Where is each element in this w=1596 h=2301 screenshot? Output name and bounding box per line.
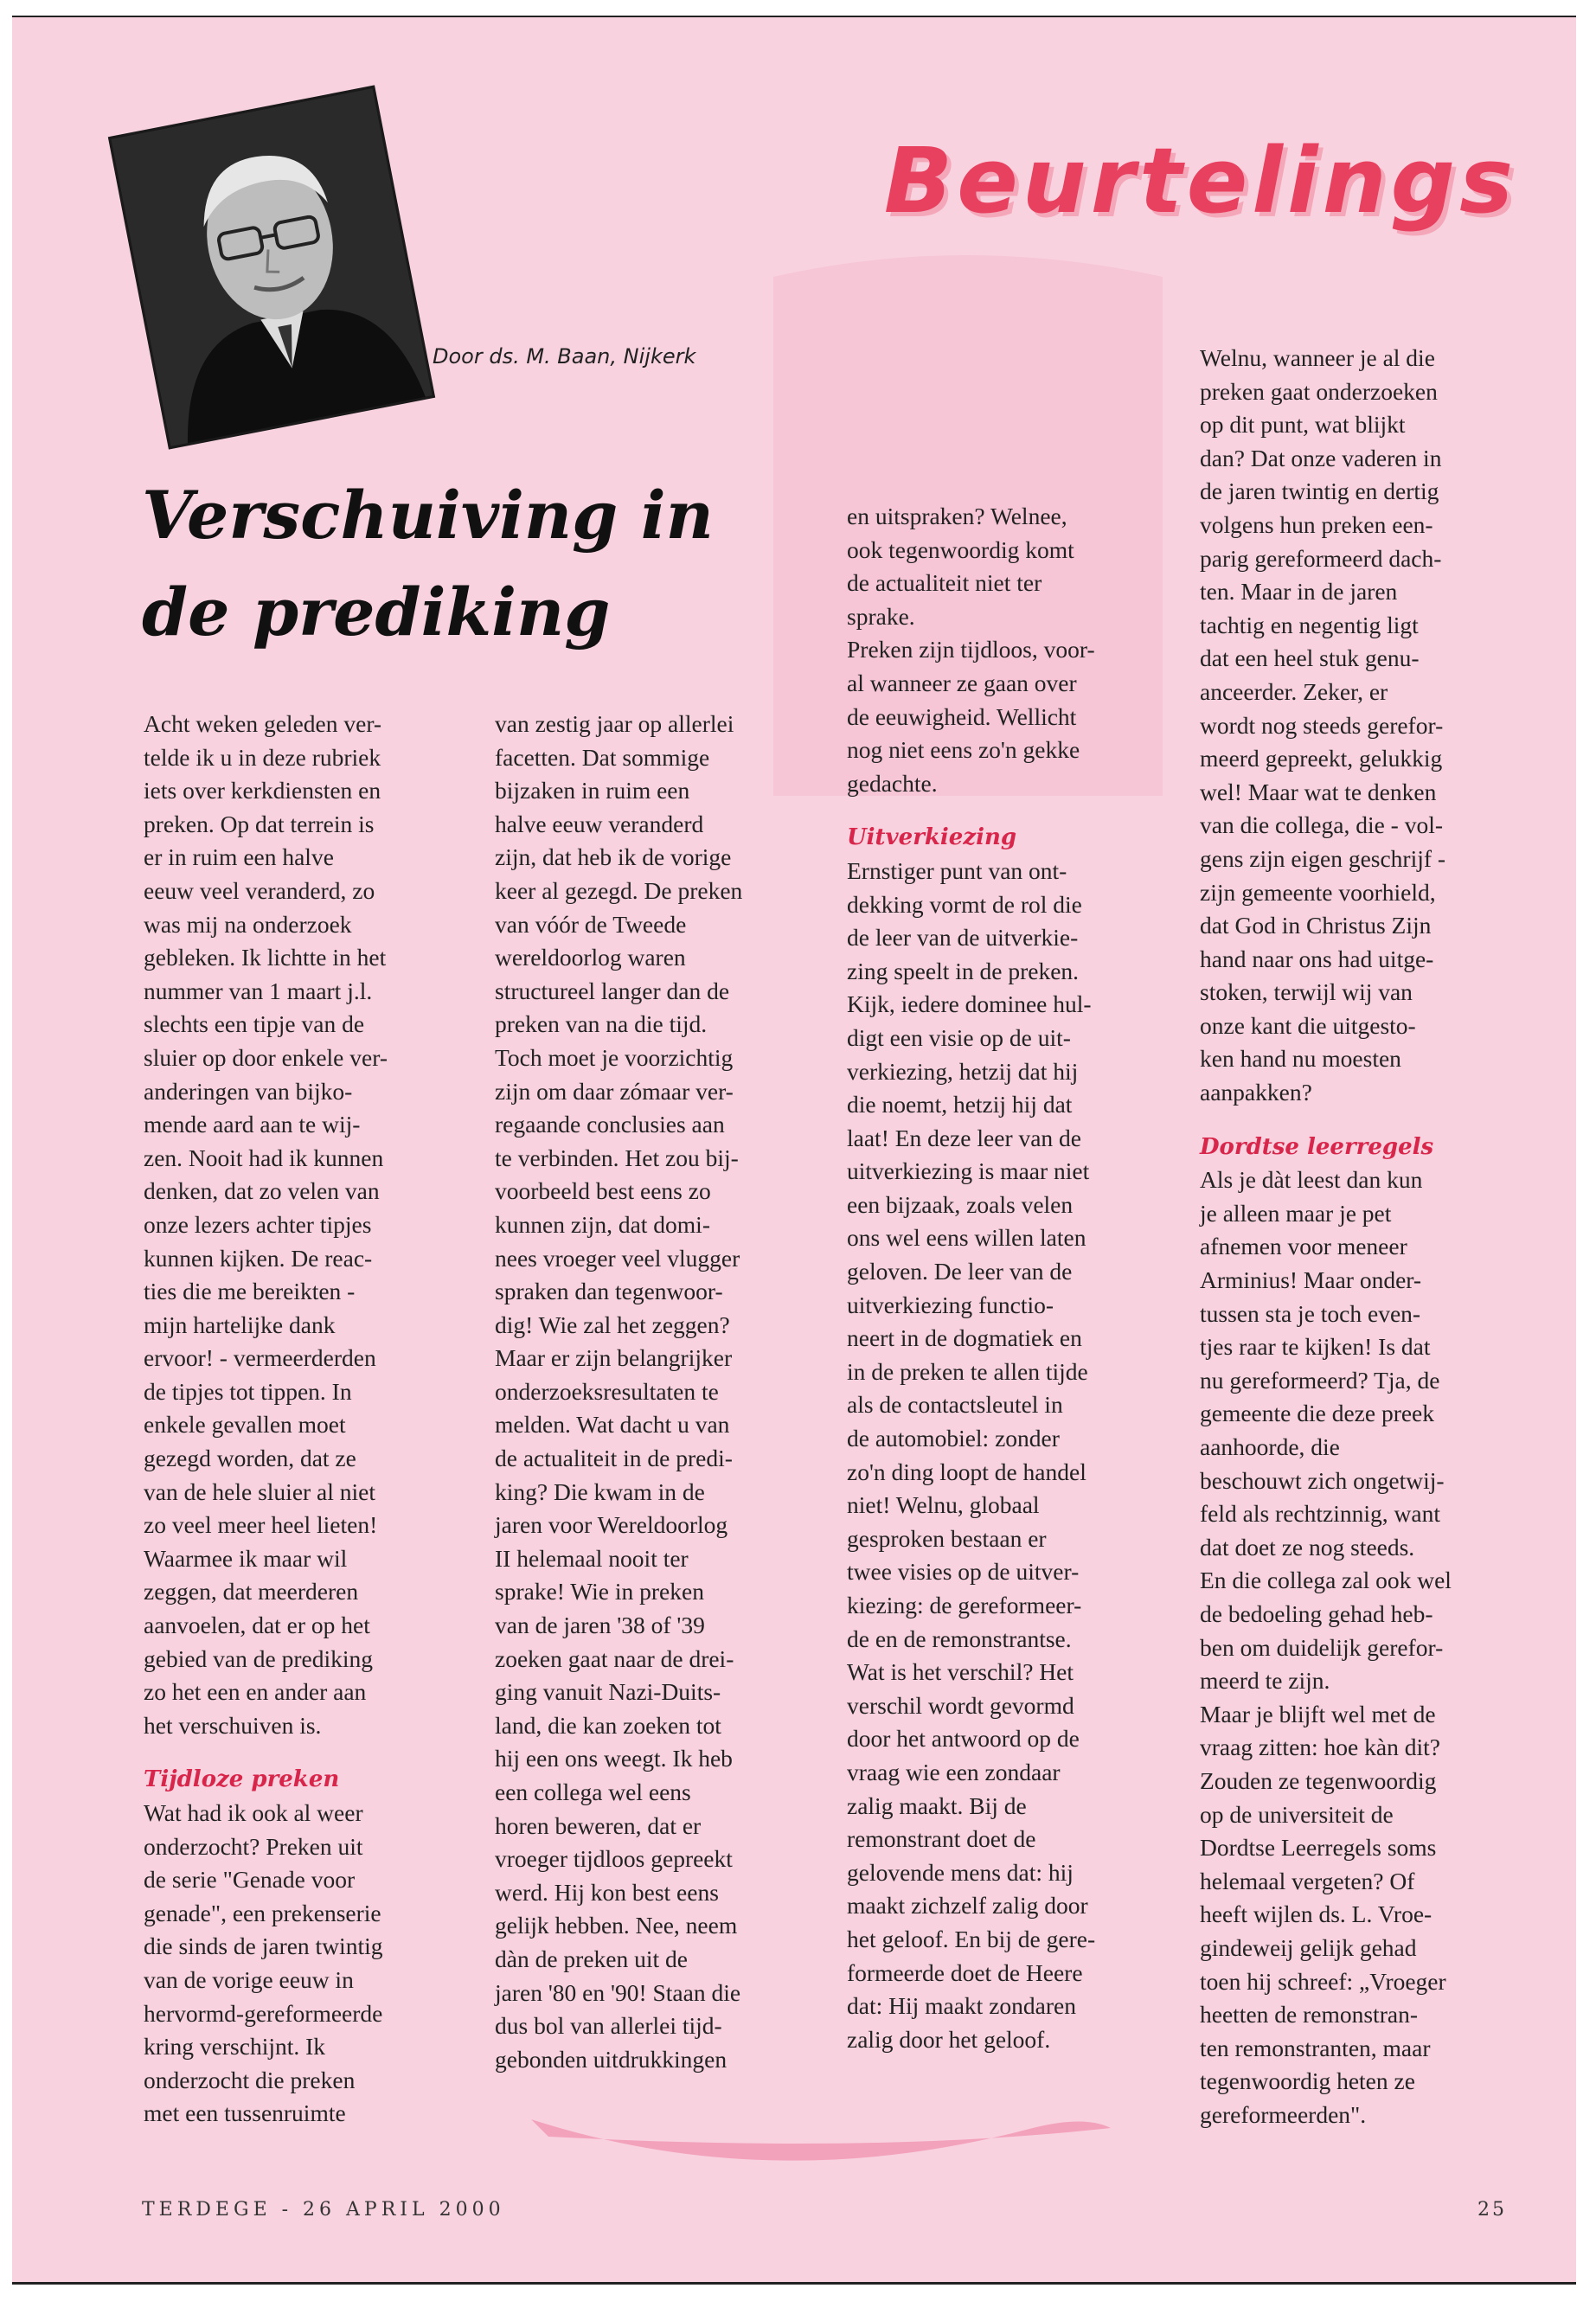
text-line: uitverkiezing is maar niet [847,1157,1090,1185]
text-line: de en de remonstrantse. [847,1625,1072,1652]
text-line: anceerder. Zeker, er [1200,677,1388,705]
decorative-brush-stroke [531,2119,1111,2161]
text-line: wordt nog steeds gerefor- [1200,711,1444,739]
text-line: neert in de dogmatiek en [847,1324,1082,1352]
text-line: zijn gemeente voorhield, [1200,878,1436,906]
text-line: denken, dat zo velen van [144,1177,380,1205]
text-line: Waarmee ik maar wil [144,1544,348,1572]
text-line: mende aard aan te wij- [144,1111,361,1138]
text-line: Als je dàt leest dan kun [1200,1166,1423,1194]
text-line: heeft wijlen ds. L. Vroe- [1200,1900,1433,1928]
article-column-4 [1200,342,1452,2131]
text-line: was mij na onderzoek [144,910,352,938]
text-line: door het antwoord op de [847,1725,1080,1753]
paragraph-gap [847,800,1095,821]
text-line: Maar je blijft wel met de [1200,1700,1436,1727]
text-line: sluier op door enkele ver- [144,1043,388,1071]
text-line: de eeuwigheid. Wellicht [847,702,1077,730]
text-line: mijn hartelijke dank [144,1311,336,1338]
text-line: kiezing: de gereformeer- [847,1592,1082,1618]
text-line: de tipjes tot tippen. In [144,1377,352,1405]
text-line: dat een heel stuk genu- [1200,644,1420,672]
text-line: melden. Wat dacht u van [495,1411,730,1439]
text-line: feld als rechtzinnig, want [1200,1500,1440,1528]
subheading: Dordtse leerregels [1200,1133,1434,1160]
text-line: dàn de preken uit de [495,1945,688,1972]
text-line: verkiezing, hetzij dat hij [847,1057,1079,1085]
text-line: en uitspraken? Welnee, [847,503,1067,529]
text-line: remonstrant doet de [847,1825,1036,1853]
text-line: aanhoorde, die [1200,1433,1340,1460]
text-line: er in ruim een halve [144,843,334,871]
text-line: zing speelt in de preken. [847,957,1080,984]
text-line: Wat is het verschil? Het [847,1658,1074,1686]
text-line: facetten. Dat sommige [495,743,710,771]
text-line: volgens hun preken een- [1200,510,1433,538]
article-column-2 [495,708,742,2076]
text-line: iets over kerkdiensten en [144,777,381,804]
text-line: ben om duidelijk gerefor- [1200,1633,1444,1661]
text-line: zalig maakt. Bij de [847,1791,1027,1819]
text-line: gebonden uitdrukkingen [495,2045,727,2073]
text-line: in de preken te allen tijde [847,1357,1088,1385]
text-line: gemeente die deze preek [1200,1400,1435,1427]
text-line: dat God in Christus Zijn [1200,912,1432,939]
text-line: al wanneer ze gaan over [847,669,1077,696]
text-line: op dit punt, wat blijkt [1200,411,1406,439]
text-line: dig! Wie zal het zeggen? [495,1311,730,1338]
text-line: preken gaat onderzoeken [1200,377,1438,405]
headline-line-2: de prediking [142,574,611,651]
text-line: nees vroeger veel vlugger [495,1244,740,1272]
text-line: telde ik u in deze rubriek [144,743,381,771]
text-line: tegenwoordig heten ze [1200,2067,1415,2095]
page-number: 25 [1477,2199,1507,2221]
text-line: land, die kan zoeken tot [495,1711,721,1739]
text-line: aanpakken? [1200,1079,1312,1106]
text-line: Wat had ik ook al weer [144,1799,363,1826]
text-line: de actualiteit niet ter [847,569,1042,597]
text-line: ging vanuit Nazi-Duits- [495,1678,721,1706]
text-line: nog niet eens zo'n gekke [847,736,1080,764]
text-line: Welnu, wanneer je al die [1200,344,1435,371]
text-line: onze lezers achter tipjes [144,1210,372,1238]
text-line: werd. Hij kon best eens [495,1878,719,1906]
text-line: dekking vormt de rol die [847,890,1082,918]
text-line: zalig door het geloof. [847,2025,1051,2053]
text-line: eeuw veel veranderd, zo [144,876,375,904]
text-line: sprake! Wie in preken [495,1578,704,1606]
text-line: die sinds de jaren twintig [144,1932,383,1960]
text-line: genade", een prekenserie [144,1899,381,1926]
text-line: keer al gezegd. De preken [495,876,743,904]
text-line: beschouwt zich ongetwij- [1200,1466,1445,1494]
text-line: jaren '80 en '90! Staan die [495,1978,741,2006]
text-line: zoeken gaat naar de drei- [495,1644,734,1672]
text-line: een bijzaak, zoals velen [847,1190,1074,1218]
text-line: hervormd-gereformeerde [144,1999,383,2027]
text-line: Dordtse Leerregels soms [1200,1834,1437,1862]
text-line: tjes raar te kijken! Is dat [1200,1333,1431,1361]
text-line: zijn om daar zómaar ver- [495,1077,734,1105]
text-line: onderzoeksresultaten te [495,1377,719,1405]
text-line: niet! Welnu, globaal [847,1491,1040,1519]
headline-line-1: Verschuiving in [142,477,714,554]
text-line: ken hand nu moesten [1200,1045,1401,1073]
text-line: te verbinden. Het zou bij- [495,1144,739,1171]
magazine-page [12,16,1576,2285]
text-line: maakt zichzelf zalig door [847,1892,1088,1920]
text-line: een collega wel eens [495,1779,691,1805]
text-line: dan? Dat onze vaderen in [1200,444,1442,471]
text-line: helemaal vergeten? Of [1200,1867,1415,1894]
text-line: king? Die kwam in de [495,1477,705,1505]
text-line: gedachte. [847,769,938,797]
text-line: meerd gepreekt, gelukkig [1200,745,1443,772]
text-line: gelijk hebben. Nee, neem [495,1912,738,1939]
text-line: jaren voor Wereldoorlog [495,1511,728,1539]
text-line: dat: Hij maakt zondaren [847,1992,1076,2020]
text-line: ervoor! - vermeerderden [144,1344,376,1372]
text-line: gens zijn eigen geschrijf - [1200,844,1446,872]
text-line: de automobiel: zonder [847,1425,1060,1452]
text-line: je alleen maar je pet [1200,1199,1392,1227]
text-line: regaande conclusies aan [495,1111,725,1138]
text-line: II helemaal nooit ter [495,1544,689,1572]
text-line: stoken, terwijl wij van [1200,978,1413,1006]
text-line: vraag zitten: hoe kàn dit? [1200,1734,1440,1761]
text-line: onderzocht die preken [144,2066,356,2093]
headline [142,467,799,661]
text-line: als de contactsleutel in [847,1391,1063,1419]
text-line: het verschuiven is. [144,1711,322,1739]
footer-publication: TERDEGE - 26 APRIL 2000 [142,2199,505,2221]
text-line: laat! En deze leer van de [847,1124,1082,1151]
text-line: kunnen kijken. De reac- [144,1244,373,1272]
subheading: Uitverkiezing [847,824,1017,851]
text-line: Maar er zijn belangrijker [495,1344,733,1372]
text-line: van die collega, die - vol- [1200,811,1444,839]
text-line: structureel langer dan de [495,977,730,1004]
text-line: dat doet ze nog steeds. [1200,1533,1415,1561]
text-line: de bedoeling gehad heb- [1200,1599,1433,1627]
text-line: ten remonstranten, maar [1200,2034,1431,2061]
text-line: wereldoorlog waren [495,944,686,971]
text-line: voorbeeld best eens zo [495,1177,711,1205]
text-line: nu gereformeerd? Tja, de [1200,1366,1440,1394]
text-line: vroeger tijdloos gepreekt [495,1845,733,1873]
text-line: onze kant die uitgesto- [1200,1011,1416,1039]
text-line: zijn, dat heb ik de vorige [495,843,732,871]
text-line: gebleken. Ik lichtte in het [144,944,387,971]
text-line: tussen sta je toch even- [1200,1299,1421,1327]
section-title: Beurtelings [883,128,1517,234]
text-line: tachtig en negentig ligt [1200,611,1419,638]
text-line: gesproken bestaan er [847,1524,1047,1552]
text-line: uitverkiezing functio- [847,1291,1054,1318]
text-line: Preken zijn tijdloos, voor- [847,636,1095,663]
text-line: van vóór de Tweede [495,910,687,938]
text-line: verschil wordt gevormd [847,1691,1074,1719]
text-line: ten. Maar in de jaren [1200,578,1398,606]
subheading: Tijdloze preken [144,1766,340,1793]
text-line: gereformeerden". [1200,2100,1367,2128]
paragraph-gap [144,1742,388,1763]
text-line: zen. Nooit had ik kunnen [144,1144,384,1171]
text-line: op de universiteit de [1200,1800,1394,1828]
text-line: hij een ons weegt. Ik heb [495,1745,733,1772]
text-line: kring verschijnt. Ik [144,2033,326,2061]
text-line: parig gereformeerd dach- [1200,544,1442,572]
byline: Door ds. M. Baan, Nijkerk [433,344,696,369]
text-line: enkele gevallen moet [144,1411,346,1439]
text-line: Kijk, iedere dominee hul- [847,990,1092,1018]
text-line: van de hele sluier al niet [144,1477,376,1505]
text-line: geloven. De leer van de [847,1258,1073,1285]
text-line: met een tussenruimte [144,2099,346,2127]
text-line: de jaren twintig en dertig [1200,478,1439,505]
text-line: dus bol van allerlei tijd- [495,2012,722,2040]
text-line: preken van na die tijd. [495,1010,708,1038]
text-line: de actualiteit in de predi- [495,1445,733,1472]
text-line: zo het een en ander aan [144,1678,367,1706]
text-line: gindeweij gelijk gehad [1200,1933,1417,1961]
text-line: gebied van de prediking [144,1644,373,1672]
text-line: nummer van 1 maart j.l. [144,977,373,1004]
text-line: kunnen zijn, dat domi- [495,1210,710,1238]
text-line: vraag wie een zondaar [847,1758,1061,1785]
text-line: heetten de remonstran- [1200,2001,1418,2029]
text-line: anderingen van bijko- [144,1077,353,1105]
text-line: onderzocht? Preken uit [144,1832,363,1860]
text-line: bijzaken in ruim een [495,777,690,804]
text-line: aanvoelen, dat er op het [144,1612,370,1639]
text-line: de leer van de uitverkie- [847,924,1079,952]
text-line: ties die me bereikten - [144,1278,356,1305]
text-line: gezegd worden, dat ze [144,1445,356,1472]
text-line: die noemt, hetzij hij dat [847,1091,1073,1118]
text-line: hand naar ons had uitge- [1200,945,1434,972]
text-line: horen beweren, dat er [495,1811,702,1839]
text-line: Toch moet je voorzichtig [495,1043,734,1071]
text-line: Zouden ze tegenwoordig [1200,1766,1437,1794]
article-column-1 [144,708,388,2131]
text-line: preken. Op dat terrein is [144,810,375,837]
text-line: van de jaren '38 of '39 [495,1612,705,1639]
text-line: wel! Maar wat te denken [1200,778,1437,805]
text-line: toen hij schreef: „Vroeger [1200,1967,1446,1995]
text-line: zo veel meer heel lieten! [144,1511,378,1539]
text-line: Arminius! Maar onder- [1200,1266,1422,1294]
text-line: afnemen voor meneer [1200,1233,1407,1260]
text-line: van de vorige eeuw in [144,1965,354,1993]
text-line: halve eeuw veranderd [495,810,704,837]
text-line: het geloof. En bij de gere- [847,1925,1096,1952]
text-line: spraken dan tegenwoor- [495,1278,723,1305]
text-line: sprake. [847,602,915,630]
text-line: Ernstiger punt van ont- [847,856,1067,884]
text-line: twee visies op de uitver- [847,1558,1080,1586]
text-line: van zestig jaar op allerlei [495,710,734,737]
article-column-3 [847,500,1095,2056]
text-line: meerd te zijn. [1200,1667,1330,1695]
text-line: zeggen, dat meerderen [144,1578,359,1606]
text-line: ons wel eens willen laten [847,1224,1086,1252]
text-line: digt een visie op de uit- [847,1023,1071,1051]
text-line: de serie "Genade voor [144,1866,356,1894]
text-line: Acht weken geleden ver- [144,710,382,737]
text-line: En die collega zal ook wel [1200,1567,1452,1594]
text-line: zo'n ding loopt de handel [847,1458,1086,1485]
text-line: ook tegenwoordig komt [847,535,1074,563]
text-line: gelovende mens dat: hij [847,1858,1074,1886]
text-line: slechts een tipje van de [144,1010,365,1038]
paragraph-gap [1200,1110,1452,1131]
text-line: formeerde doet de Heere [847,1958,1083,1986]
